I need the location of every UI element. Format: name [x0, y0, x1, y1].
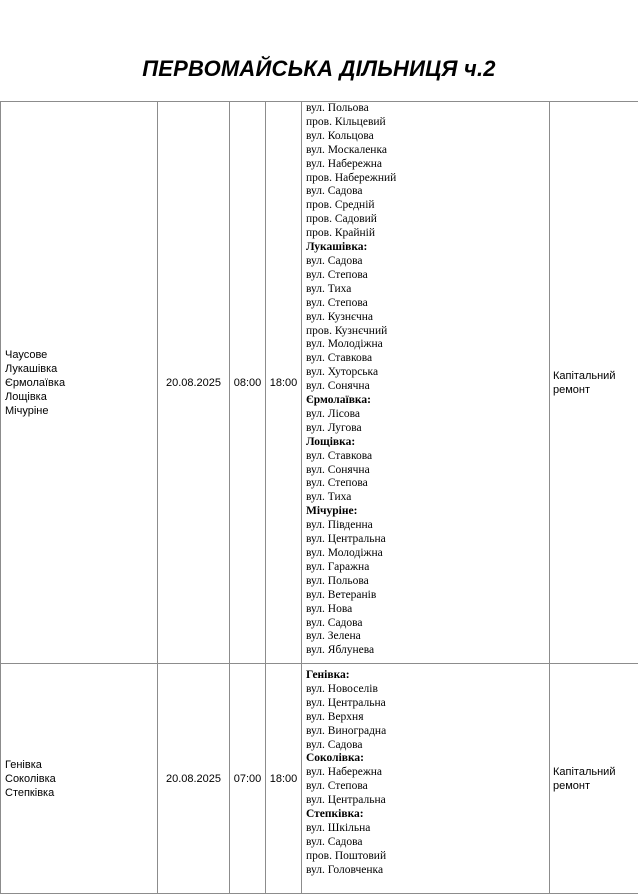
street-name: вул. Лісова	[306, 408, 549, 422]
street-name: вул. Степова	[306, 780, 549, 794]
settlement-heading: Генівка:	[306, 669, 549, 683]
street-name: вул. Південна	[306, 519, 549, 533]
outage-reason: ремонт	[553, 383, 638, 397]
start-time-cell	[230, 664, 266, 894]
streets-cell	[302, 102, 550, 664]
table-row	[1, 664, 638, 894]
street-name: вул. Центральна	[306, 533, 549, 547]
street-name: вул. Набережна	[306, 766, 549, 780]
settlement-heading: Лукашівка:	[306, 241, 549, 255]
outage-reason: Капітальний	[553, 369, 638, 383]
street-name: пров. Кузнєчний	[306, 325, 549, 339]
street-name: вул. Лугова	[306, 422, 549, 436]
outage-reason: Капітальний	[553, 765, 638, 779]
street-name: вул. Тиха	[306, 283, 549, 297]
street-name: вул. Нова	[306, 603, 549, 617]
street-name: вул. Кольцова	[306, 130, 549, 144]
street-name: вул. Головченка	[306, 864, 549, 878]
street-name: вул. Кузнєчна	[306, 311, 549, 325]
settlement-name: Лукашівка	[5, 362, 157, 376]
date-cell	[158, 664, 230, 894]
streets-cell	[302, 664, 550, 894]
street-name: вул. Садова	[306, 836, 549, 850]
street-name: вул. Виноградна	[306, 725, 549, 739]
street-name: пров. Кільцевий	[306, 116, 549, 130]
street-name: вул. Шкільна	[306, 822, 549, 836]
street-name: вул. Степова	[306, 477, 549, 491]
street-name: вул. Сонячна	[306, 464, 549, 478]
street-name: вул. Новоселів	[306, 683, 549, 697]
street-name: пров. Крайній	[306, 227, 549, 241]
street-name: вул. Центральна	[306, 697, 549, 711]
settlement-heading: Степківка:	[306, 808, 549, 822]
street-name: вул. Москаленка	[306, 144, 549, 158]
table-row	[1, 102, 638, 664]
settlement-name: Чаусове	[5, 348, 157, 362]
street-name: вул. Гаражна	[306, 561, 549, 575]
date-cell	[158, 102, 230, 664]
street-name: вул. Садова	[306, 185, 549, 199]
end-time-cell	[266, 664, 302, 894]
street-name: пров. Набережний	[306, 172, 549, 186]
settlement-heading: Мічуріне:	[306, 505, 549, 519]
street-name: вул. Садова	[306, 739, 549, 753]
settlements-cell	[1, 102, 158, 664]
outage-schedule-table	[0, 101, 638, 894]
settlement-heading: Лощівка:	[306, 436, 549, 450]
street-name: вул. Набережна	[306, 158, 549, 172]
outage-date: 20.08.2025	[158, 376, 229, 390]
street-name: вул. Зелена	[306, 630, 549, 644]
street-name: вул. Ставкова	[306, 450, 549, 464]
end-time: 18:00	[266, 376, 301, 390]
street-name: вул. Ветеранів	[306, 589, 549, 603]
street-name: вул. Степова	[306, 269, 549, 283]
street-name: пров. Средній	[306, 199, 549, 213]
start-time: 08:00	[230, 376, 265, 390]
settlement-name: Соколівка	[5, 772, 157, 786]
settlement-name: Генівка	[5, 758, 157, 772]
street-name: вул. Молодіжна	[306, 547, 549, 561]
street-name: вул. Польова	[306, 575, 549, 589]
street-name: вул. Польова	[306, 102, 549, 116]
end-time: 18:00	[266, 772, 301, 786]
street-name: вул. Садова	[306, 255, 549, 269]
reason-cell	[550, 102, 638, 664]
street-name: вул. Хуторська	[306, 366, 549, 380]
street-name: вул. Сонячна	[306, 380, 549, 394]
reason-cell	[550, 664, 638, 894]
street-name: вул. Тиха	[306, 491, 549, 505]
street-name: вул. Яблунева	[306, 644, 549, 658]
street-name: вул. Садова	[306, 617, 549, 631]
settlement-name: Мічуріне	[5, 404, 157, 418]
start-time-cell	[230, 102, 266, 664]
settlement-name: Степківка	[5, 786, 157, 800]
settlement-name: Лощівка	[5, 390, 157, 404]
street-name: пров. Поштовий	[306, 850, 549, 864]
settlement-heading: Єрмолаївка:	[306, 394, 549, 408]
street-name: вул. Ставкова	[306, 352, 549, 366]
street-name: пров. Садовий	[306, 213, 549, 227]
settlements-cell	[1, 664, 158, 894]
page-title: ПЕРВОМАЙСЬКА ДІЛЬНИЦЯ ч.2	[0, 56, 638, 82]
street-name: вул. Молодіжна	[306, 338, 549, 352]
schedule-body	[1, 102, 638, 894]
end-time-cell	[266, 102, 302, 664]
street-name: вул. Центральна	[306, 794, 549, 808]
street-name: вул. Степова	[306, 297, 549, 311]
settlement-name: Єрмолаївка	[5, 376, 157, 390]
street-name: вул. Верхня	[306, 711, 549, 725]
outage-date: 20.08.2025	[158, 772, 229, 786]
settlement-heading: Соколівка:	[306, 752, 549, 766]
start-time: 07:00	[230, 772, 265, 786]
outage-reason: ремонт	[553, 779, 638, 793]
